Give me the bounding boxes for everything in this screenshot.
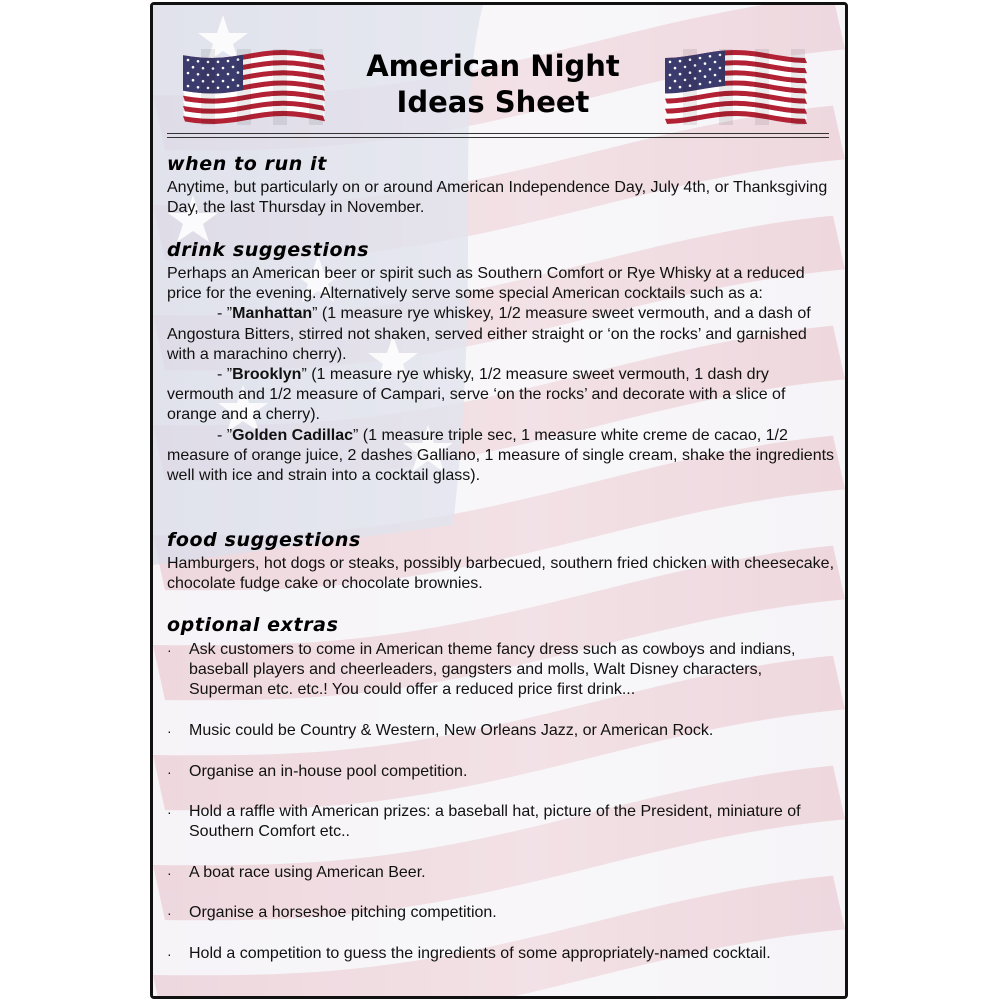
sheet-title-line-1: American Night (366, 49, 620, 83)
when-heading: when to run it (167, 153, 327, 175)
ideas-sheet (150, 2, 848, 999)
title-divider (167, 133, 829, 134)
drink-text (167, 264, 839, 486)
food-heading: food suggestions (167, 529, 361, 551)
drink-heading: drink suggestions (167, 239, 370, 261)
food-text: Hamburgers, hot dogs or steaks, possibly barbecued, southern fried chicken with cheesecake, chocolate fudge cake or chocolate brownies. (167, 555, 835, 593)
american-flag-icon-right (665, 49, 807, 125)
sheet-title-line-2: Ideas Sheet (396, 85, 590, 119)
american-flag-icon-left (183, 49, 325, 125)
list-item: · Music could be Country & Western, New Orleans Jazz, or American Rock. (167, 721, 839, 741)
cocktail-name: Brooklyn (232, 366, 302, 384)
drink-intro: Perhaps an American beer or spirit such as Southern Comfort or Rye Whisky at a reduced price for the evening. Alternatively serve some special American cocktails such as a: (167, 265, 805, 303)
bullet-icon: · (167, 946, 172, 962)
bullet-icon: · (167, 865, 172, 881)
bullet-icon: · (167, 764, 172, 780)
bullet-icon: · (167, 804, 172, 820)
bullet-icon: · (167, 723, 172, 739)
bullet-icon: · (167, 905, 172, 921)
list-item: · Organise an in-house pool competition. (167, 762, 839, 782)
cocktail-name: Manhattan (232, 305, 313, 323)
bullet-icon: · (167, 642, 172, 658)
title-divider-lower (167, 137, 829, 138)
list-item: · A boat race using American Beer. (167, 863, 839, 883)
list-item: · Ask customers to come in American theme fancy dress such as cowboys and indians, baseball players and cheerleaders, gangsters and molls, Walt Disney characters, Superman etc. etc.! You could offer a reduced price first drink... (167, 641, 796, 699)
list-item: · Hold a raffle with American prizes: a baseball hat, picture of the President, miniature of Southern Comfort etc.. (167, 803, 801, 841)
cocktail-golden-cadillac: - ”Golden Cadillac” (1 measure triple sec, 1 measure white creme de cacao, 1/2 measure of orange juice, 2 dashes Galliano, 1 measure of single cream, shake the ingredients well with ice and strain into a cocktail glass). (167, 426, 835, 485)
extras-heading: optional extras (167, 614, 339, 636)
cocktail-manhattan: - ”Manhattan” (1 measure rye whiskey, 1/2 measure sweet vermouth, and a dash of Angostura Bitters, stirred not shaken, served either straight or ‘on the rocks’ and garnished with a marachino cherry). (167, 305, 811, 363)
cocktail-name: Golden Cadillac (232, 426, 354, 444)
list-item: · Hold a competition to guess the ingredients of some appropriately-named cocktail. (167, 944, 839, 964)
when-text: Anytime, but particularly on or around American Independence Day, July 4th, or Thanksgiving Day, the last Thursday in November. (167, 179, 828, 217)
list-item: · Organise a horseshoe pitching competition. (167, 903, 839, 923)
cocktail-brooklyn: - ”Brooklyn” (1 measure rye whisky, 1/2 measure sweet vermouth, 1 dash dry vermouth and 1/2 measure of Campari, serve ‘on the rocks’ and decorate with a slice of orange and a cherry). (167, 366, 786, 424)
